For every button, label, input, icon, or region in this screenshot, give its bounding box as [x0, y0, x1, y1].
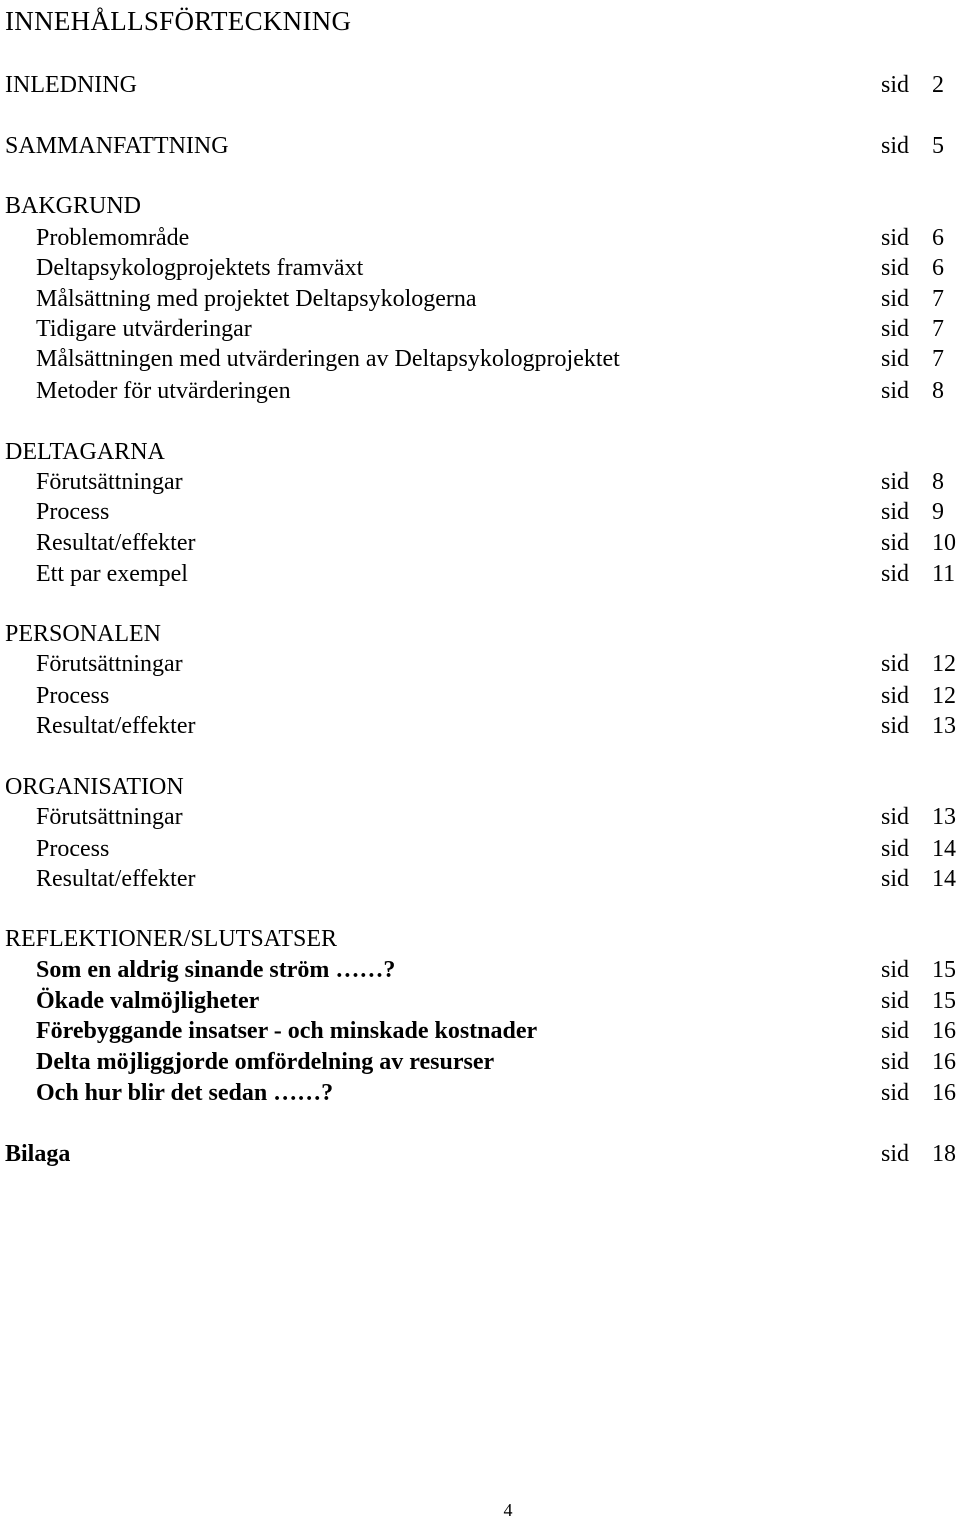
toc-entry-title: Problemområde	[36, 225, 190, 251]
toc-entry-title: Förutsättningar	[36, 804, 183, 830]
toc-entry-title: Ett par exempel	[36, 561, 188, 587]
toc-entry-title: Som en aldrig sinande ström ……?	[36, 957, 396, 983]
toc-page-number: 15	[932, 988, 956, 1014]
toc-page-number: 8	[932, 378, 944, 404]
toc-page-number: 7	[932, 346, 944, 372]
toc-entry	[0, 986, 960, 1016]
toc-entry-title: Deltapsykologprojektets framväxt	[36, 255, 364, 281]
toc-entry-title: SAMMANFATTNING	[5, 133, 229, 159]
toc-page-prefix: sid	[881, 804, 910, 830]
toc-entry-title: Process	[36, 836, 110, 862]
toc-entry	[0, 1078, 960, 1108]
toc-entry-title: Tidigare utvärderingar	[36, 316, 252, 342]
toc-entry-title: REFLEKTIONER/SLUTSATSER	[5, 926, 338, 952]
toc-entry-title: BAKGRUND	[5, 193, 142, 219]
toc-entry	[0, 681, 960, 711]
toc-entry	[0, 802, 960, 832]
toc-page-prefix: sid	[881, 286, 910, 312]
toc-section-heading	[0, 191, 960, 221]
toc-page-prefix: sid	[881, 651, 910, 677]
toc-page-number: 14	[932, 836, 956, 862]
toc-page-number: 11	[932, 561, 956, 587]
toc-entry	[0, 253, 960, 283]
toc-page-prefix: sid	[881, 133, 910, 159]
toc-page-number: 15	[932, 957, 956, 983]
toc-entry-title: Ökade valmöjligheter	[36, 988, 260, 1014]
toc-page-number: 12	[932, 651, 956, 677]
toc-page-number: 8	[932, 469, 944, 495]
toc-section-heading	[0, 924, 960, 954]
toc-entry	[0, 1047, 960, 1077]
toc-page-number: 6	[932, 255, 944, 281]
toc-entry	[0, 711, 960, 741]
toc-entry	[0, 1016, 960, 1046]
toc-entry-title: Förebyggande insatser - och minskade kostnader	[36, 1018, 538, 1044]
toc-page-prefix: sid	[881, 866, 910, 892]
toc-page-prefix: sid	[881, 1080, 910, 1106]
toc-page-prefix: sid	[881, 378, 910, 404]
toc-entry	[0, 559, 960, 589]
toc-section-heading	[0, 1139, 960, 1169]
toc-section-heading	[0, 772, 960, 802]
toc-page-number: 13	[932, 804, 956, 830]
toc-page-prefix: sid	[881, 1141, 910, 1167]
toc-entry-title: Delta möjliggjorde omfördelning av resurser	[36, 1049, 495, 1075]
page-number-text: 4	[503, 1500, 513, 1520]
toc-page-number: 10	[932, 530, 956, 556]
toc-entry	[0, 864, 960, 894]
toc-entry-title: Och hur blir det sedan ……?	[36, 1080, 334, 1106]
toc-page-prefix: sid	[881, 530, 910, 556]
toc-entry	[0, 284, 960, 314]
toc-entry-title: DELTAGARNA	[5, 439, 165, 465]
toc-page-number: 7	[932, 316, 944, 342]
toc-page-prefix: sid	[881, 225, 910, 251]
toc-page-prefix: sid	[881, 1018, 910, 1044]
toc-entry	[0, 376, 960, 406]
toc-entry-title: Målsättningen med utvärderingen av Deltapsykologprojektet	[36, 346, 620, 372]
toc-entry-title: Metoder för utvärderingen	[36, 378, 291, 404]
toc-entry	[0, 649, 960, 679]
toc-entry-title: INLEDNING	[5, 72, 137, 98]
toc-page-prefix: sid	[881, 713, 910, 739]
toc-entry-title: Förutsättningar	[36, 651, 183, 677]
toc-page-prefix: sid	[881, 316, 910, 342]
toc-page-number: 14	[932, 866, 956, 892]
toc-entry-title: PERSONALEN	[5, 621, 162, 647]
toc-section-heading	[0, 437, 960, 467]
toc-page-number: 16	[932, 1080, 956, 1106]
toc-section-heading	[0, 131, 960, 161]
toc-entry	[0, 955, 960, 985]
toc-page-number: 16	[932, 1018, 956, 1044]
toc-page-number: 9	[932, 499, 944, 525]
toc-page-prefix: sid	[881, 499, 910, 525]
page-title: INNEHÅLLSFÖRTECKNING	[5, 6, 352, 36]
toc-section-heading	[0, 619, 960, 649]
toc-entry-title: Process	[36, 499, 110, 525]
toc-page-number: 5	[932, 133, 944, 159]
toc-entry-title: Resultat/effekter	[36, 866, 196, 892]
toc-page-number: 16	[932, 1049, 956, 1075]
toc-entry	[0, 834, 960, 864]
toc-entry-title: Resultat/effekter	[36, 713, 196, 739]
toc-page-prefix: sid	[881, 346, 910, 372]
toc-page-prefix: sid	[881, 683, 910, 709]
toc-entry	[0, 528, 960, 558]
toc-page-prefix: sid	[881, 561, 910, 587]
toc-page-number: 12	[932, 683, 956, 709]
toc-entry-title: Process	[36, 683, 110, 709]
toc-page-prefix: sid	[881, 1049, 910, 1075]
toc-page-prefix: sid	[881, 469, 910, 495]
toc-entry	[0, 314, 960, 344]
toc-entry-title: Resultat/effekter	[36, 530, 196, 556]
page-number	[0, 1499, 960, 1521]
toc-page-prefix: sid	[881, 72, 910, 98]
toc-page-prefix: sid	[881, 957, 910, 983]
toc-entry	[0, 223, 960, 253]
toc-page-prefix: sid	[881, 255, 910, 281]
toc-entry-title: Förutsättningar	[36, 469, 183, 495]
toc-page-number: 13	[932, 713, 956, 739]
toc-entry-title: Bilaga	[5, 1141, 71, 1167]
toc-page-number: 6	[932, 225, 944, 251]
toc-page-prefix: sid	[881, 988, 910, 1014]
toc-entry-title: Målsättning med projektet Deltapsykologerna	[36, 286, 477, 312]
toc-page-number: 2	[932, 72, 944, 98]
toc-page-number: 7	[932, 286, 944, 312]
toc-entry	[0, 344, 960, 374]
toc-section-heading	[0, 70, 960, 100]
toc-entry	[0, 467, 960, 497]
toc-entry	[0, 497, 960, 527]
toc-entry-title: ORGANISATION	[5, 774, 184, 800]
toc-page-prefix: sid	[881, 836, 910, 862]
toc-page-number: 18	[932, 1141, 956, 1167]
